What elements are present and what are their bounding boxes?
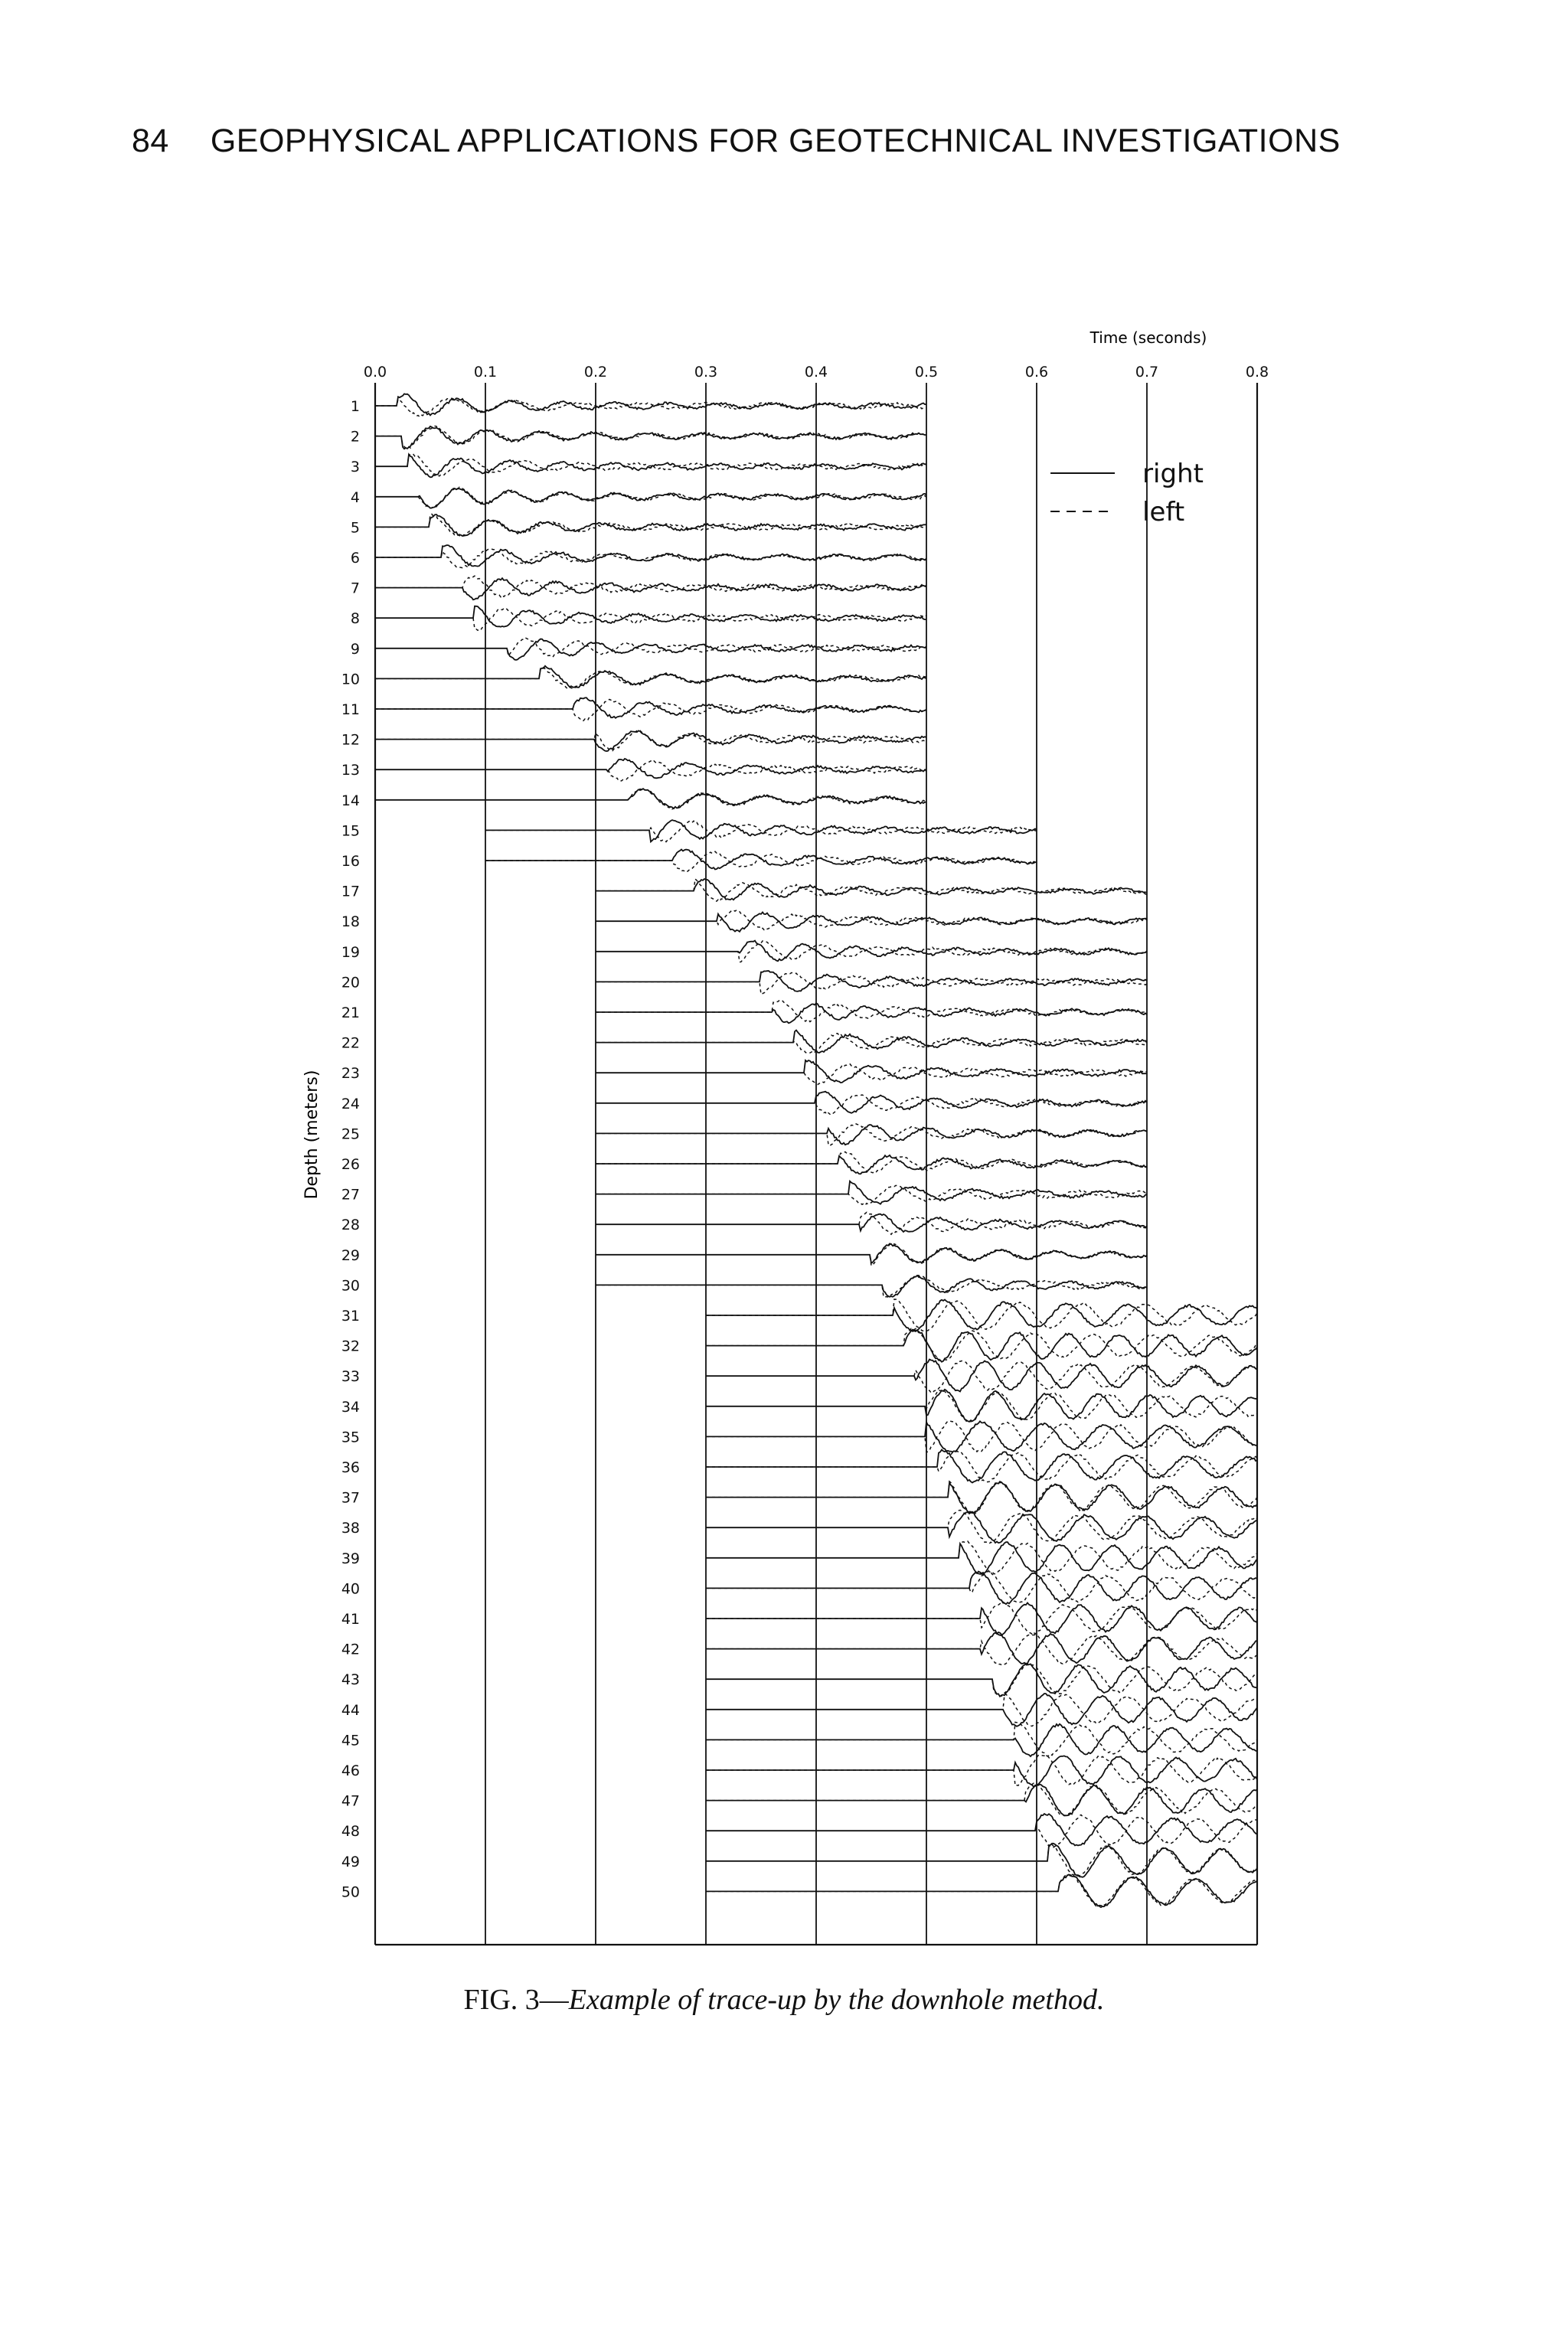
depth-tick-labels bbox=[341, 398, 360, 1900]
trace-right-depth-6 bbox=[375, 545, 926, 567]
trace-right-depth-9 bbox=[375, 639, 926, 660]
trace-right-depth-36 bbox=[706, 1450, 1257, 1483]
depth-tick-label: 27 bbox=[341, 1186, 360, 1204]
depth-tick-label: 3 bbox=[350, 459, 360, 476]
trace-right-depth-17 bbox=[596, 879, 1147, 900]
depth-tick-label: 15 bbox=[341, 822, 360, 840]
trace-right-depth-8 bbox=[375, 606, 926, 627]
depth-tick-label: 24 bbox=[341, 1095, 360, 1112]
trace-right-depth-21 bbox=[596, 1003, 1147, 1023]
depth-tick-label: 37 bbox=[341, 1489, 360, 1507]
depth-tick-label: 2 bbox=[350, 428, 360, 446]
time-axis-title: Time (seconds) bbox=[1089, 328, 1207, 347]
trace-right-depth-25 bbox=[596, 1125, 1147, 1145]
trace-right-depth-11 bbox=[375, 697, 926, 718]
trace-left-depth-49 bbox=[706, 1844, 1257, 1876]
depth-tick-label: 35 bbox=[341, 1429, 360, 1446]
time-tick-label: 0.4 bbox=[804, 364, 828, 381]
depth-tick-label: 39 bbox=[341, 1550, 360, 1567]
depth-tick-label: 5 bbox=[350, 519, 360, 537]
depth-tick-label: 13 bbox=[341, 762, 360, 779]
trace-right-depth-14 bbox=[375, 789, 926, 808]
trace-left-depth-42 bbox=[706, 1635, 1257, 1665]
time-tick-label: 0.7 bbox=[1135, 364, 1159, 381]
depth-tick-label: 12 bbox=[341, 731, 360, 749]
trace-left-depth-13 bbox=[375, 761, 926, 782]
depth-tick-label: 47 bbox=[341, 1792, 360, 1810]
depth-tick-label: 4 bbox=[350, 488, 360, 506]
trace-right-depth-4 bbox=[375, 488, 926, 508]
depth-tick-label: 28 bbox=[341, 1217, 360, 1234]
trace-left-depth-28 bbox=[596, 1212, 1147, 1234]
trace-left-depth-6 bbox=[375, 549, 926, 568]
trace-left-depth-12 bbox=[375, 730, 926, 750]
depth-tick-label: 11 bbox=[341, 701, 360, 718]
depth-tick-label: 14 bbox=[341, 792, 360, 809]
trace-right-depth-43 bbox=[706, 1664, 1257, 1697]
depth-tick-label: 18 bbox=[341, 913, 360, 931]
trace-right-depth-28 bbox=[596, 1214, 1147, 1232]
trace-left-depth-30 bbox=[596, 1276, 1147, 1297]
trace-left-depth-9 bbox=[375, 638, 926, 657]
trace-right-depth-5 bbox=[375, 514, 926, 536]
figure-caption bbox=[0, 1983, 1568, 2017]
caption-text: Example of trace-up by the downhole method. bbox=[568, 1984, 1105, 2016]
trace-left-depth-48 bbox=[706, 1815, 1257, 1847]
time-tick-label: 0.3 bbox=[694, 364, 718, 381]
trace-left-depth-46 bbox=[706, 1756, 1257, 1786]
trace-left-depth-3 bbox=[375, 455, 926, 476]
depth-tick-label: 36 bbox=[341, 1459, 360, 1476]
trace-right-depth-23 bbox=[596, 1060, 1147, 1083]
trace-left-depth-43 bbox=[706, 1664, 1257, 1697]
trace-right-depth-19 bbox=[596, 941, 1147, 962]
depth-tick-label: 21 bbox=[341, 1004, 360, 1021]
trace-right-depth-12 bbox=[375, 730, 926, 751]
trace-left-depth-18 bbox=[596, 910, 1147, 930]
depth-tick-label: 40 bbox=[341, 1580, 360, 1598]
depth-tick-label: 34 bbox=[341, 1398, 360, 1416]
depth-tick-label: 8 bbox=[350, 610, 360, 628]
depth-tick-label: 23 bbox=[341, 1065, 360, 1083]
depth-tick-label: 30 bbox=[341, 1277, 360, 1295]
time-tick-label: 0.8 bbox=[1245, 364, 1269, 381]
depth-tick-label: 50 bbox=[341, 1883, 360, 1901]
trace-right-depth-34 bbox=[706, 1390, 1257, 1422]
trace-left-depth-29 bbox=[596, 1244, 1147, 1266]
trace-left-depth-19 bbox=[596, 941, 1147, 962]
trace-right-depth-27 bbox=[596, 1181, 1147, 1204]
depth-tick-label: 31 bbox=[341, 1308, 360, 1325]
depth-tick-label: 48 bbox=[341, 1823, 360, 1841]
depth-tick-label: 49 bbox=[341, 1853, 360, 1870]
trace-left-depth-20 bbox=[596, 972, 1147, 994]
trace-left-depth-39 bbox=[706, 1541, 1257, 1574]
trace-right-depth-26 bbox=[596, 1155, 1147, 1174]
depth-tick-label: 9 bbox=[350, 640, 360, 658]
trace-right-depth-50 bbox=[706, 1875, 1257, 1907]
depth-tick-label: 43 bbox=[341, 1671, 360, 1689]
trace-right-depth-46 bbox=[706, 1756, 1257, 1786]
caption-prefix: FIG. 3— bbox=[463, 1984, 569, 2016]
running-title: GEOPHYSICAL APPLICATIONS FOR GEOTECHNICAL INVESTIGATIONS bbox=[210, 122, 1341, 159]
depth-tick-label: 7 bbox=[350, 580, 360, 597]
trace-left-depth-22 bbox=[596, 1034, 1147, 1054]
depth-tick-label: 38 bbox=[341, 1520, 360, 1537]
time-tick-label: 0.6 bbox=[1024, 364, 1049, 381]
trace-left-depth-37 bbox=[706, 1481, 1257, 1514]
depth-tick-label: 29 bbox=[341, 1246, 360, 1264]
trace-right-depth-49 bbox=[706, 1844, 1257, 1877]
trace-left-depth-7 bbox=[375, 576, 926, 597]
legend bbox=[1050, 459, 1204, 528]
page-number: 84 bbox=[132, 122, 169, 159]
time-tick-label: 0.2 bbox=[583, 364, 608, 381]
depth-tick-label: 41 bbox=[341, 1611, 360, 1628]
trace-right-depth-7 bbox=[375, 578, 926, 599]
trace-left-depth-27 bbox=[596, 1185, 1147, 1205]
depth-tick-label: 19 bbox=[341, 943, 360, 961]
trace-left-depth-32 bbox=[706, 1328, 1257, 1361]
trace-left-depth-47 bbox=[706, 1783, 1257, 1816]
depth-tick-label: 17 bbox=[341, 883, 360, 900]
time-tick-label: 0.0 bbox=[363, 364, 387, 381]
trace-right-depth-48 bbox=[706, 1814, 1257, 1845]
time-tick-label: 0.5 bbox=[914, 364, 939, 381]
depth-tick-label: 46 bbox=[341, 1762, 360, 1779]
trace-right-depth-22 bbox=[596, 1031, 1147, 1053]
time-tick-labels bbox=[364, 364, 1269, 381]
legend-label-left: left bbox=[1142, 497, 1185, 528]
depth-tick-label: 45 bbox=[341, 1732, 360, 1749]
trace-right-depth-10 bbox=[375, 666, 926, 688]
trace-left-depth-50 bbox=[706, 1874, 1257, 1907]
depth-tick-label: 16 bbox=[341, 853, 360, 870]
depth-tick-label: 20 bbox=[341, 974, 360, 991]
trace-left-depth-33 bbox=[706, 1361, 1257, 1393]
depth-tick-label: 6 bbox=[350, 550, 360, 567]
depth-tick-label: 32 bbox=[341, 1338, 360, 1355]
depth-tick-label: 22 bbox=[341, 1034, 360, 1052]
trace-left-depth-44 bbox=[706, 1694, 1257, 1726]
trace-left-depth-35 bbox=[706, 1421, 1257, 1452]
depth-tick-label: 33 bbox=[341, 1368, 360, 1386]
trace-right-depth-15 bbox=[485, 820, 1037, 841]
depth-tick-label: 10 bbox=[341, 671, 360, 688]
trace-left-depth-25 bbox=[596, 1124, 1147, 1146]
legend-label-right: right bbox=[1142, 459, 1204, 489]
depth-axis-title: Depth (meters) bbox=[302, 1070, 322, 1200]
depth-tick-label: 44 bbox=[341, 1701, 360, 1719]
depth-tick-label: 25 bbox=[341, 1125, 360, 1143]
trace-right-depth-29 bbox=[596, 1243, 1147, 1263]
depth-tick-label: 26 bbox=[341, 1156, 360, 1173]
depth-tick-label: 42 bbox=[341, 1641, 360, 1658]
depth-tick-label: 1 bbox=[350, 398, 360, 415]
time-tick-label: 0.1 bbox=[473, 364, 498, 381]
